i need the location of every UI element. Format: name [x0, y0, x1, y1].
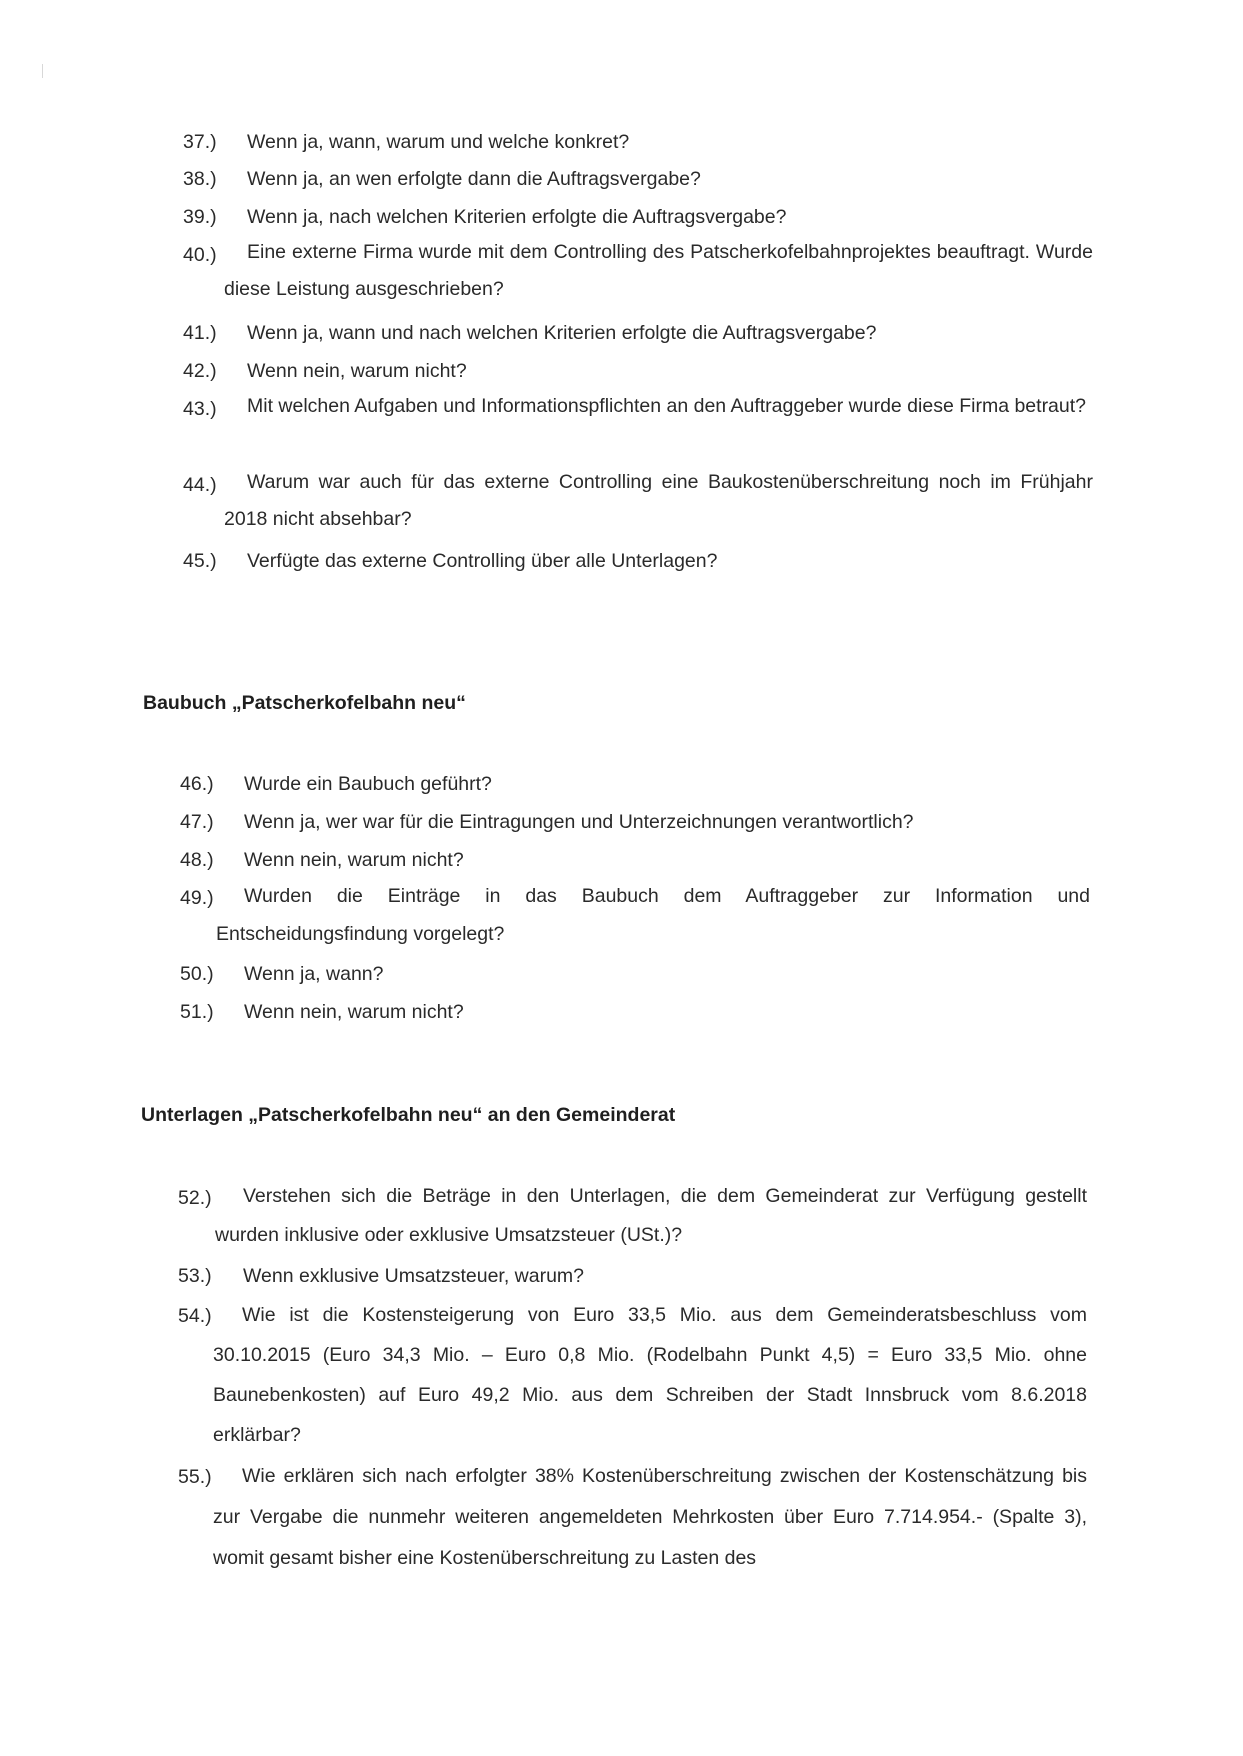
question-number: 53.): [178, 1265, 212, 1287]
question-text: Eine externe Firma wurde mit dem Controlling des Patscherkofelbahnprojektes beauftragt. Wurde diese Leistung ausgeschrieben?: [224, 241, 1093, 300]
question-text: Wenn nein, warum nicht?: [244, 849, 464, 871]
question-number: 55.): [178, 1466, 212, 1488]
question-number: 37.): [183, 131, 217, 153]
question-item: [183, 388, 1093, 472]
question-text: Wie erklären sich nach erfolgter 38% Kostenüberschreitung zwischen der Kostenschätzung bis zur Vergabe die nunmehr weiteren angemeldeten Mehrkosten über Euro 7.714.954.- (Spalte 3), womit gesamt bisher eine Kostenüberschreitung zu Lasten des: [213, 1465, 1087, 1569]
question-number: 52.): [178, 1187, 212, 1209]
question-text: Verfügte das externe Controlling über alle Unterlagen?: [247, 550, 718, 572]
question-item: [183, 464, 1093, 548]
question-number: 44.): [183, 474, 217, 496]
question-text: Warum war auch für das externe Controlling eine Baukostenüberschreitung noch im Frühjahr 2018 nicht absehbar?: [224, 471, 1093, 530]
question-text: Wenn ja, wann, warum und welche konkret?: [247, 131, 630, 153]
question-text: Mit welchen Aufgaben und Informationspflichten an den Auftraggeber wurde diese Firma betraut?: [247, 395, 1087, 417]
question-number: 38.): [183, 168, 217, 190]
question-text: Wurde ein Baubuch geführt?: [244, 773, 492, 795]
question-text: Wenn ja, wer war für die Eintragungen und Unterzeichnungen verantwortlich?: [244, 811, 914, 833]
question-text: Verstehen sich die Beträge in den Unterlagen, die dem Gemeinderat zur Verfügung gestellt wurden inklusive oder exklusive Umsatzsteuer (USt.)?: [215, 1185, 1087, 1246]
question-item: [180, 877, 1090, 961]
question-number: 43.): [183, 398, 217, 420]
question-number: 46.): [180, 773, 214, 795]
question-item: [178, 1456, 1088, 1586]
question-text: Wenn nein, warum nicht?: [247, 360, 467, 382]
question-number: 49.): [180, 887, 214, 909]
question-text: Wenn ja, an wen erfolgte dann die Auftragsvergabe?: [247, 168, 701, 190]
section-heading-unterlagen: Unterlagen „Patscherkofelbahn neu“ an den Gemeinderat: [141, 1104, 676, 1126]
scan-artifact: [42, 64, 43, 78]
question-text: Wurden die Einträge in das Baubuch dem Auftraggeber zur Information und Entscheidungsfindung vorgelegt?: [216, 885, 1090, 945]
question-number: 40.): [183, 244, 217, 266]
question-number: 45.): [183, 550, 217, 572]
question-number: 54.): [178, 1305, 212, 1327]
question-number: 47.): [180, 811, 214, 833]
question-number: 51.): [180, 1001, 214, 1023]
question-number: 42.): [183, 360, 217, 382]
question-text: Wenn ja, nach welchen Kriterien erfolgte die Auftragsvergabe?: [247, 206, 787, 228]
question-item: [183, 234, 1093, 318]
question-number: 41.): [183, 322, 217, 344]
section-heading-baubuch: Baubuch „Patscherkofelbahn neu“: [143, 692, 466, 714]
question-number: 50.): [180, 963, 214, 985]
question-number: 39.): [183, 206, 217, 228]
question-item: [178, 1295, 1088, 1465]
question-text: Wenn exklusive Umsatzsteuer, warum?: [243, 1265, 585, 1287]
question-item: [178, 1177, 1088, 1261]
question-text: Wenn ja, wann und nach welchen Kriterien erfolgte die Auftragsvergabe?: [247, 322, 877, 344]
question-text: Wenn nein, warum nicht?: [244, 1001, 464, 1023]
question-text: Wie ist die Kostensteigerung von Euro 33,5 Mio. aus dem Gemeinderatsbeschluss vom 30.10.2015 (Euro 34,3 Mio. – Euro 0,8 Mio. (Rodelbahn Punkt 4,5) = Euro 33,5 Mio. ohne Baunebenkosten) auf Euro 49,2 Mio. aus dem Schreiben der Stadt Innsbruck vom 8.6.2018 erklärbar?: [213, 1304, 1087, 1446]
question-text: Wenn ja, wann?: [244, 963, 384, 985]
question-number: 48.): [180, 849, 214, 871]
